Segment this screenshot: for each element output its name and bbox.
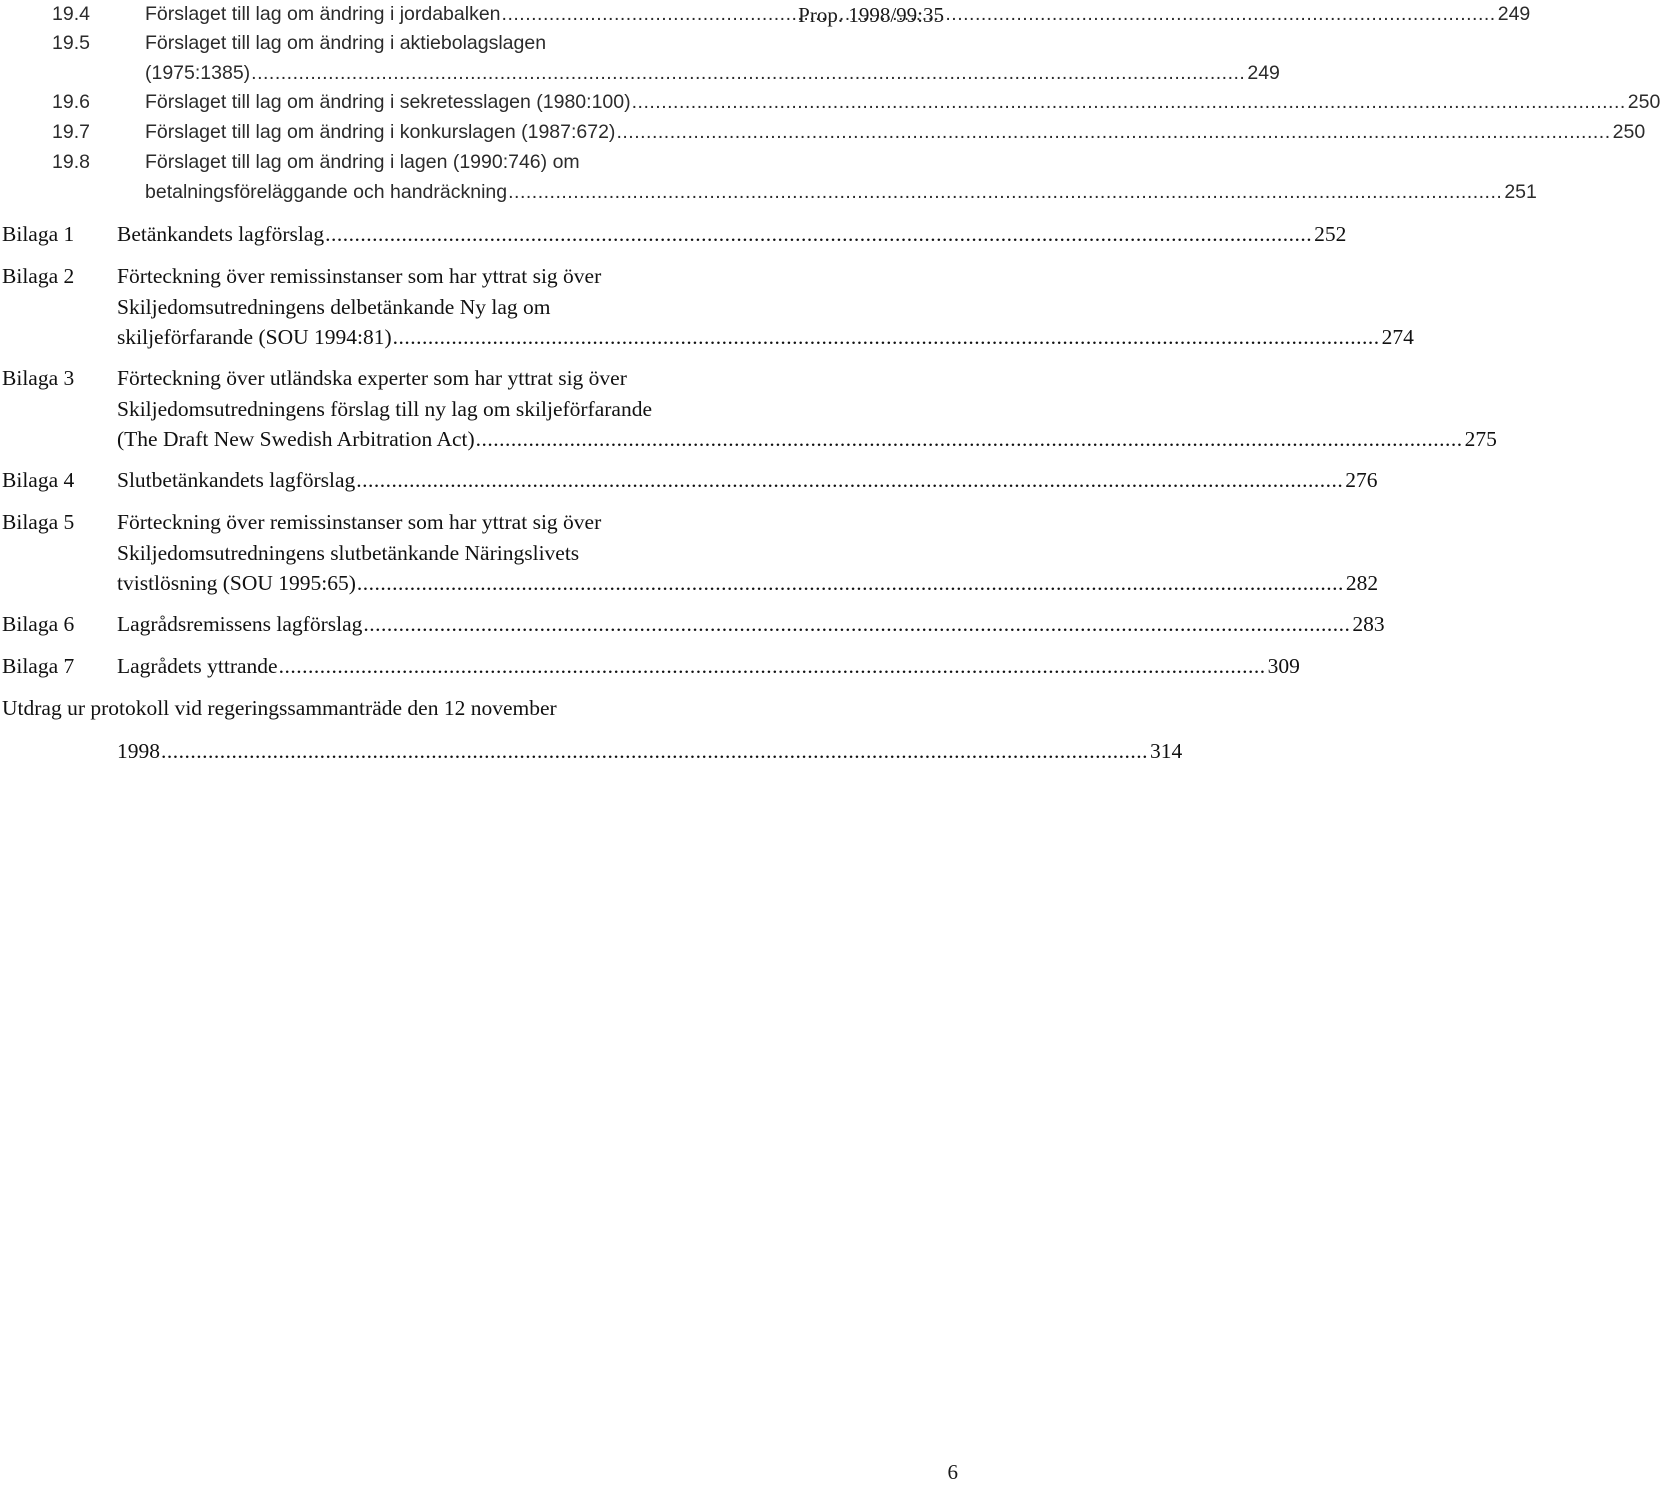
toc-number: 19.7 — [52, 121, 90, 143]
toc-title: Lagrådsremissens lagförslag — [117, 612, 363, 636]
toc-title: Förslaget till lag om ändring i konkurslagen (1987:672) — [145, 121, 616, 143]
leader-dots — [251, 59, 1245, 89]
toc-title: Lagrådets yttrande — [117, 654, 278, 678]
appendix-label: Bilaga 3 — [2, 366, 75, 390]
toc-title: Betänkandets lagförslag — [117, 222, 325, 246]
leader-dots — [508, 178, 1502, 208]
appendix-label: Bilaga 1 — [2, 222, 75, 246]
toc-page: 274 — [1381, 325, 1414, 349]
toc-entry-bilaga-6[interactable] — [2, 609, 1385, 640]
toc-page: 309 — [1267, 654, 1300, 678]
toc-entry-bilaga-2[interactable] — [2, 261, 1414, 353]
toc-title-line: Utdrag ur protokoll vid regeringssammanträde den 12 november — [2, 696, 557, 720]
proposition-label: Prop. 1998/99:35 — [798, 3, 944, 27]
toc-title-line: Förteckning över remissinstanser som har yttrat sig över — [117, 264, 602, 288]
toc-title: betalningsföreläggande och handräckning — [145, 180, 508, 203]
leader-dots — [356, 465, 1343, 496]
toc-page: 252 — [1314, 222, 1347, 246]
leader-dots — [357, 568, 1344, 599]
toc-entry-bilaga-1[interactable] — [2, 219, 1347, 250]
toc-title-line: Skiljedomsutredningens förslag till ny lag om skiljeförfarande — [117, 396, 653, 421]
toc-page: 251 — [1504, 180, 1537, 203]
toc-title-line: Förteckning över utländska experter som har yttrat sig över — [117, 366, 627, 390]
toc-number: 19.4 — [52, 3, 90, 25]
toc-entry-19-8[interactable] — [52, 148, 1537, 207]
appendix-label: Bilaga 5 — [2, 510, 75, 534]
toc-page: 249 — [1247, 61, 1280, 84]
toc-page: 282 — [1345, 571, 1379, 595]
toc-title: Slutbetänkandets lagförslag — [117, 468, 356, 492]
page-number: 6 — [947, 1460, 958, 1484]
leader-dots — [161, 736, 1148, 767]
toc-entry-bilaga-4[interactable] — [2, 465, 1378, 496]
toc-number: 19.6 — [52, 91, 90, 113]
toc-number: 19.8 — [52, 151, 90, 173]
toc-page: 250 — [1627, 91, 1660, 113]
leader-dots — [363, 609, 1350, 640]
appendix-label: Bilaga 7 — [2, 654, 75, 678]
leader-dots — [393, 322, 1380, 353]
toc-title-line: Förslaget till lag om ändring i aktiebolagslagen — [145, 32, 547, 54]
toc-page: 250 — [1612, 121, 1646, 143]
toc-entry-bilaga-5[interactable] — [2, 507, 1379, 599]
leader-dots — [325, 219, 1312, 250]
toc-page: 275 — [1464, 427, 1497, 451]
toc-page: 249 — [1497, 3, 1531, 25]
toc-title-line: Skiljedomsutredningens slutbetänkande Näringslivets — [117, 540, 580, 565]
toc-title-line: Skiljedomsutredningens delbetänkande Ny lag om — [117, 294, 551, 319]
appendix-label: Bilaga 6 — [2, 612, 75, 636]
toc-title: (The Draft New Swedish Arbitration Act) — [117, 427, 475, 451]
leader-dots — [502, 0, 1496, 30]
toc-title: Förslaget till lag om ändring i sekretesslagen (1980:100) — [145, 91, 631, 113]
toc-title-line: Förslaget till lag om ändring i lagen (1990:746) om — [145, 151, 580, 173]
toc-entry-utdrag[interactable] — [2, 693, 1183, 766]
toc-entry-19-6[interactable] — [52, 88, 1660, 118]
toc-entry-bilaga-3[interactable] — [2, 363, 1497, 455]
leader-dots — [476, 424, 1463, 455]
toc-title: 1998 — [117, 738, 160, 763]
toc-title: skiljeförfarande (SOU 1994:81) — [117, 325, 392, 349]
toc-title: tvistlösning (SOU 1995:65) — [117, 571, 356, 595]
toc-entry-19-7[interactable] — [52, 118, 1646, 148]
toc-title: Förslaget till lag om ändring i jordabalken — [145, 3, 501, 25]
toc-entry-19-5[interactable] — [52, 29, 1280, 88]
appendix-label: Bilaga 2 — [2, 264, 75, 288]
leader-dots — [616, 118, 1610, 148]
toc-page: 314 — [1150, 738, 1183, 763]
leader-dots — [632, 88, 1626, 118]
toc-page: 283 — [1352, 612, 1385, 636]
toc-entry-bilaga-7[interactable] — [2, 651, 1300, 682]
toc-number: 19.5 — [52, 32, 90, 54]
toc-title-line: Förteckning över remissinstanser som har yttrat sig över — [117, 510, 602, 534]
appendix-label: Bilaga 4 — [2, 468, 75, 492]
toc-title: (1975:1385) — [145, 61, 251, 84]
leader-dots — [279, 651, 1266, 682]
toc-page: 276 — [1345, 468, 1378, 492]
